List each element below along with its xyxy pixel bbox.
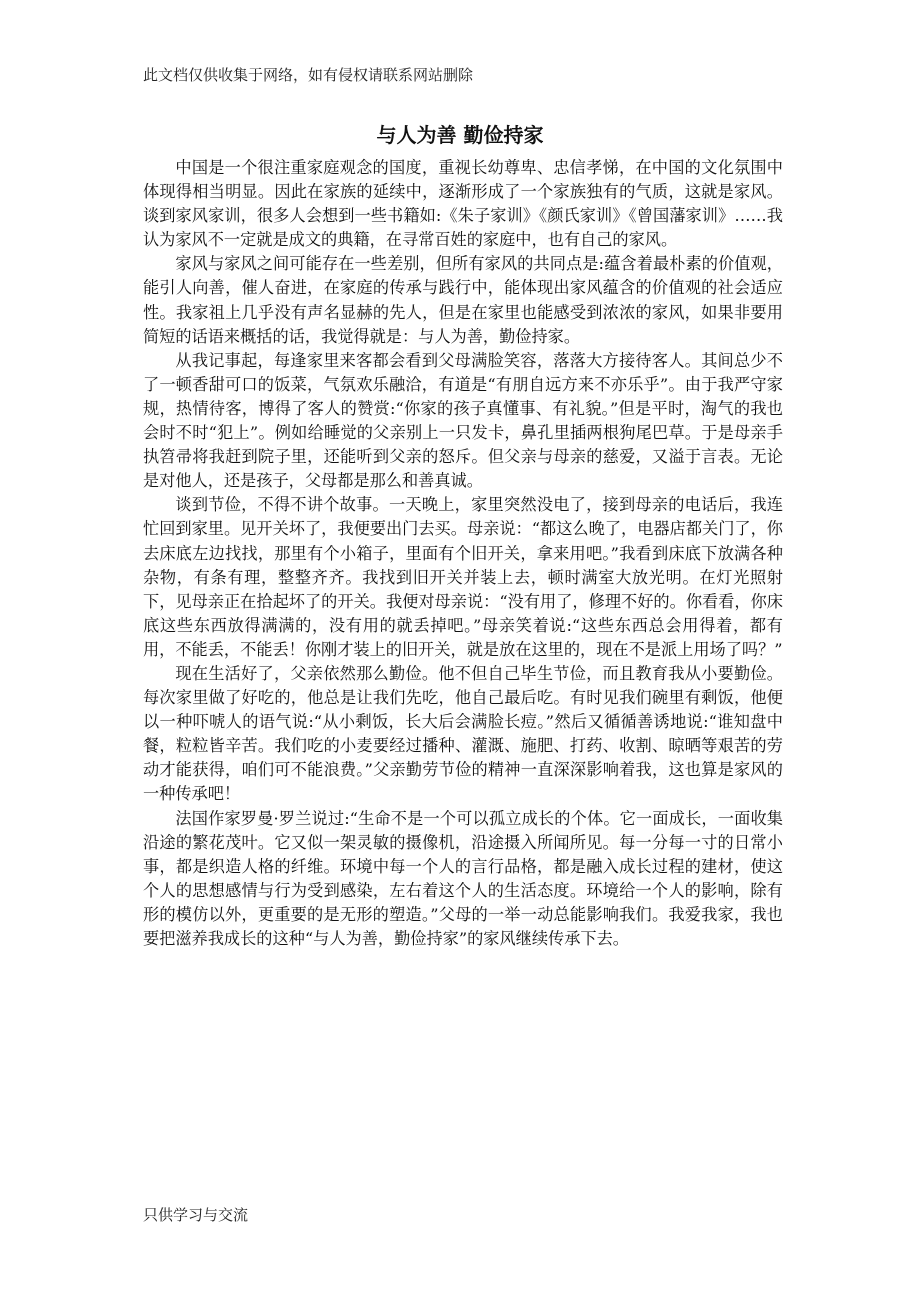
paragraph-6: 法国作家罗曼·罗兰说过:“生命不是一个可以孤立成长的个体。它一面成长，一面收集沿途的繁花茂叶。它又似一架灵敏的摄像机，沿途摄入所闻所见。每一分每一寸的日常小事，都是织造人格的纤维。环境中每一个人的言行品格，都是融入成长过程的建材，使这个人的思想感情与行为受到感染，左右着这个人的生活态度。环境给一个人的影响，除有形的模仿以外，更重要的是无形的塑造。”父母的一举一动总能影响我们。我爱我家，我也要把滋养我成长的这种“与人为善，勤俭持家”的家风继续传承下去。 <box>143 808 783 948</box>
paragraph-5: 现在生活好了，父亲依然那么勤俭。他不但自己毕生节俭，而且教育我从小要勤俭。每次家里做了好吃的，他总是让我们先吃，他自己最后吃。有时见我们碗里有剩饭，他便以一种吓唬人的语气说:“从小剩饭，长大后会满脸长痘。”然后又循循善诱地说:“谁知盘中餐，粒粒皆辛苦。我们吃的小麦要经过播种、灌溉、施肥、打药、收割、晾晒等艰苦的劳动才能获得，咱们可不能浪费。”父亲勤劳节俭的精神一直深深影响着我，这也算是家风的一种传承吧！ <box>143 663 783 804</box>
paragraph-2: 家风与家风之间可能存在一些差别，但所有家风的共同点是:蕴含着最朴素的价值观，能引人向善，催人奋进，在家庭的传承与践行中，能体现出家风蕴含的价值观的社会适应性。我家祖上几乎没有声名显赫的先人，但是在家里也能感受到浓浓的家风，如果非要用简短的话语来概括的话，我觉得就是：与人为善，勤俭持家。 <box>143 254 783 346</box>
header-disclaimer: 此文档仅供收集于网络，如有侵权请联系网站删除 <box>143 66 474 84</box>
document-body <box>143 156 783 951</box>
paragraph-4: 谈到节俭，不得不讲个故事。一天晚上，家里突然没电了，接到母亲的电话后，我连忙回到家里。见开关坏了，我便要出门去买。母亲说：“都这么晚了，电器店都关门了，你去床底左边找找，那里有个小箱子，里面有个旧开关，拿来用吧。”我看到床底下放满各种杂物，有条有理，整整齐齐。我找到旧开关并装上去，顿时满室大放光明。在灯光照射下，见母亲正在拾起坏了的开关。我便对母亲说：“没有用了，修理不好的。你看看，你床底这些东西放得满满的，没有用的就丢掉吧。”母亲笑着说:“这些东西总会用得着，都有用，不能丢，不能丢！你刚才装上的旧开关，就是放在这里的，现在不是派上用场了吗？” <box>143 495 783 659</box>
document-title: 与人为善 勤俭持家 <box>376 123 544 147</box>
paragraph-3: 从我记事起，每逢家里来客都会看到父母满脸笑容，落落大方接待客人。其间总少不了一顿香甜可口的饭菜，气氛欢乐融洽，有道是“有朋自远方来不亦乐乎”。由于我严守家规，热情待客，博得了客人的赞赏:“你家的孩子真懂事、有礼貌。”但是平时，淘气的我也会时不时“犯上”。例如给睡觉的父亲别上一只发卡，鼻孔里插两根狗尾巴草。于是母亲手执笤帚将我赶到院子里，还能听到父亲的怒斥。但父亲与母亲的慈爱，又溢于言表。无论是对他人，还是孩子，父母都是那么和善真诚。 <box>143 350 783 491</box>
paragraph-1: 中国是一个很注重家庭观念的国度，重视长幼尊卑、忠信孝悌，在中国的文化氛围中体现得相当明显。因此在家族的延续中，逐渐形成了一个家族独有的气质，这就是家风。谈到家风家训，很多人会想到一些书籍如:《朱子家训》《颜氏家训》《曾国藩家训》……我认为家风不一定就是成文的典籍，在寻常百姓的家庭中，也有自己的家风。 <box>143 158 783 250</box>
footer-note: 只供学习与交流 <box>143 1206 249 1224</box>
